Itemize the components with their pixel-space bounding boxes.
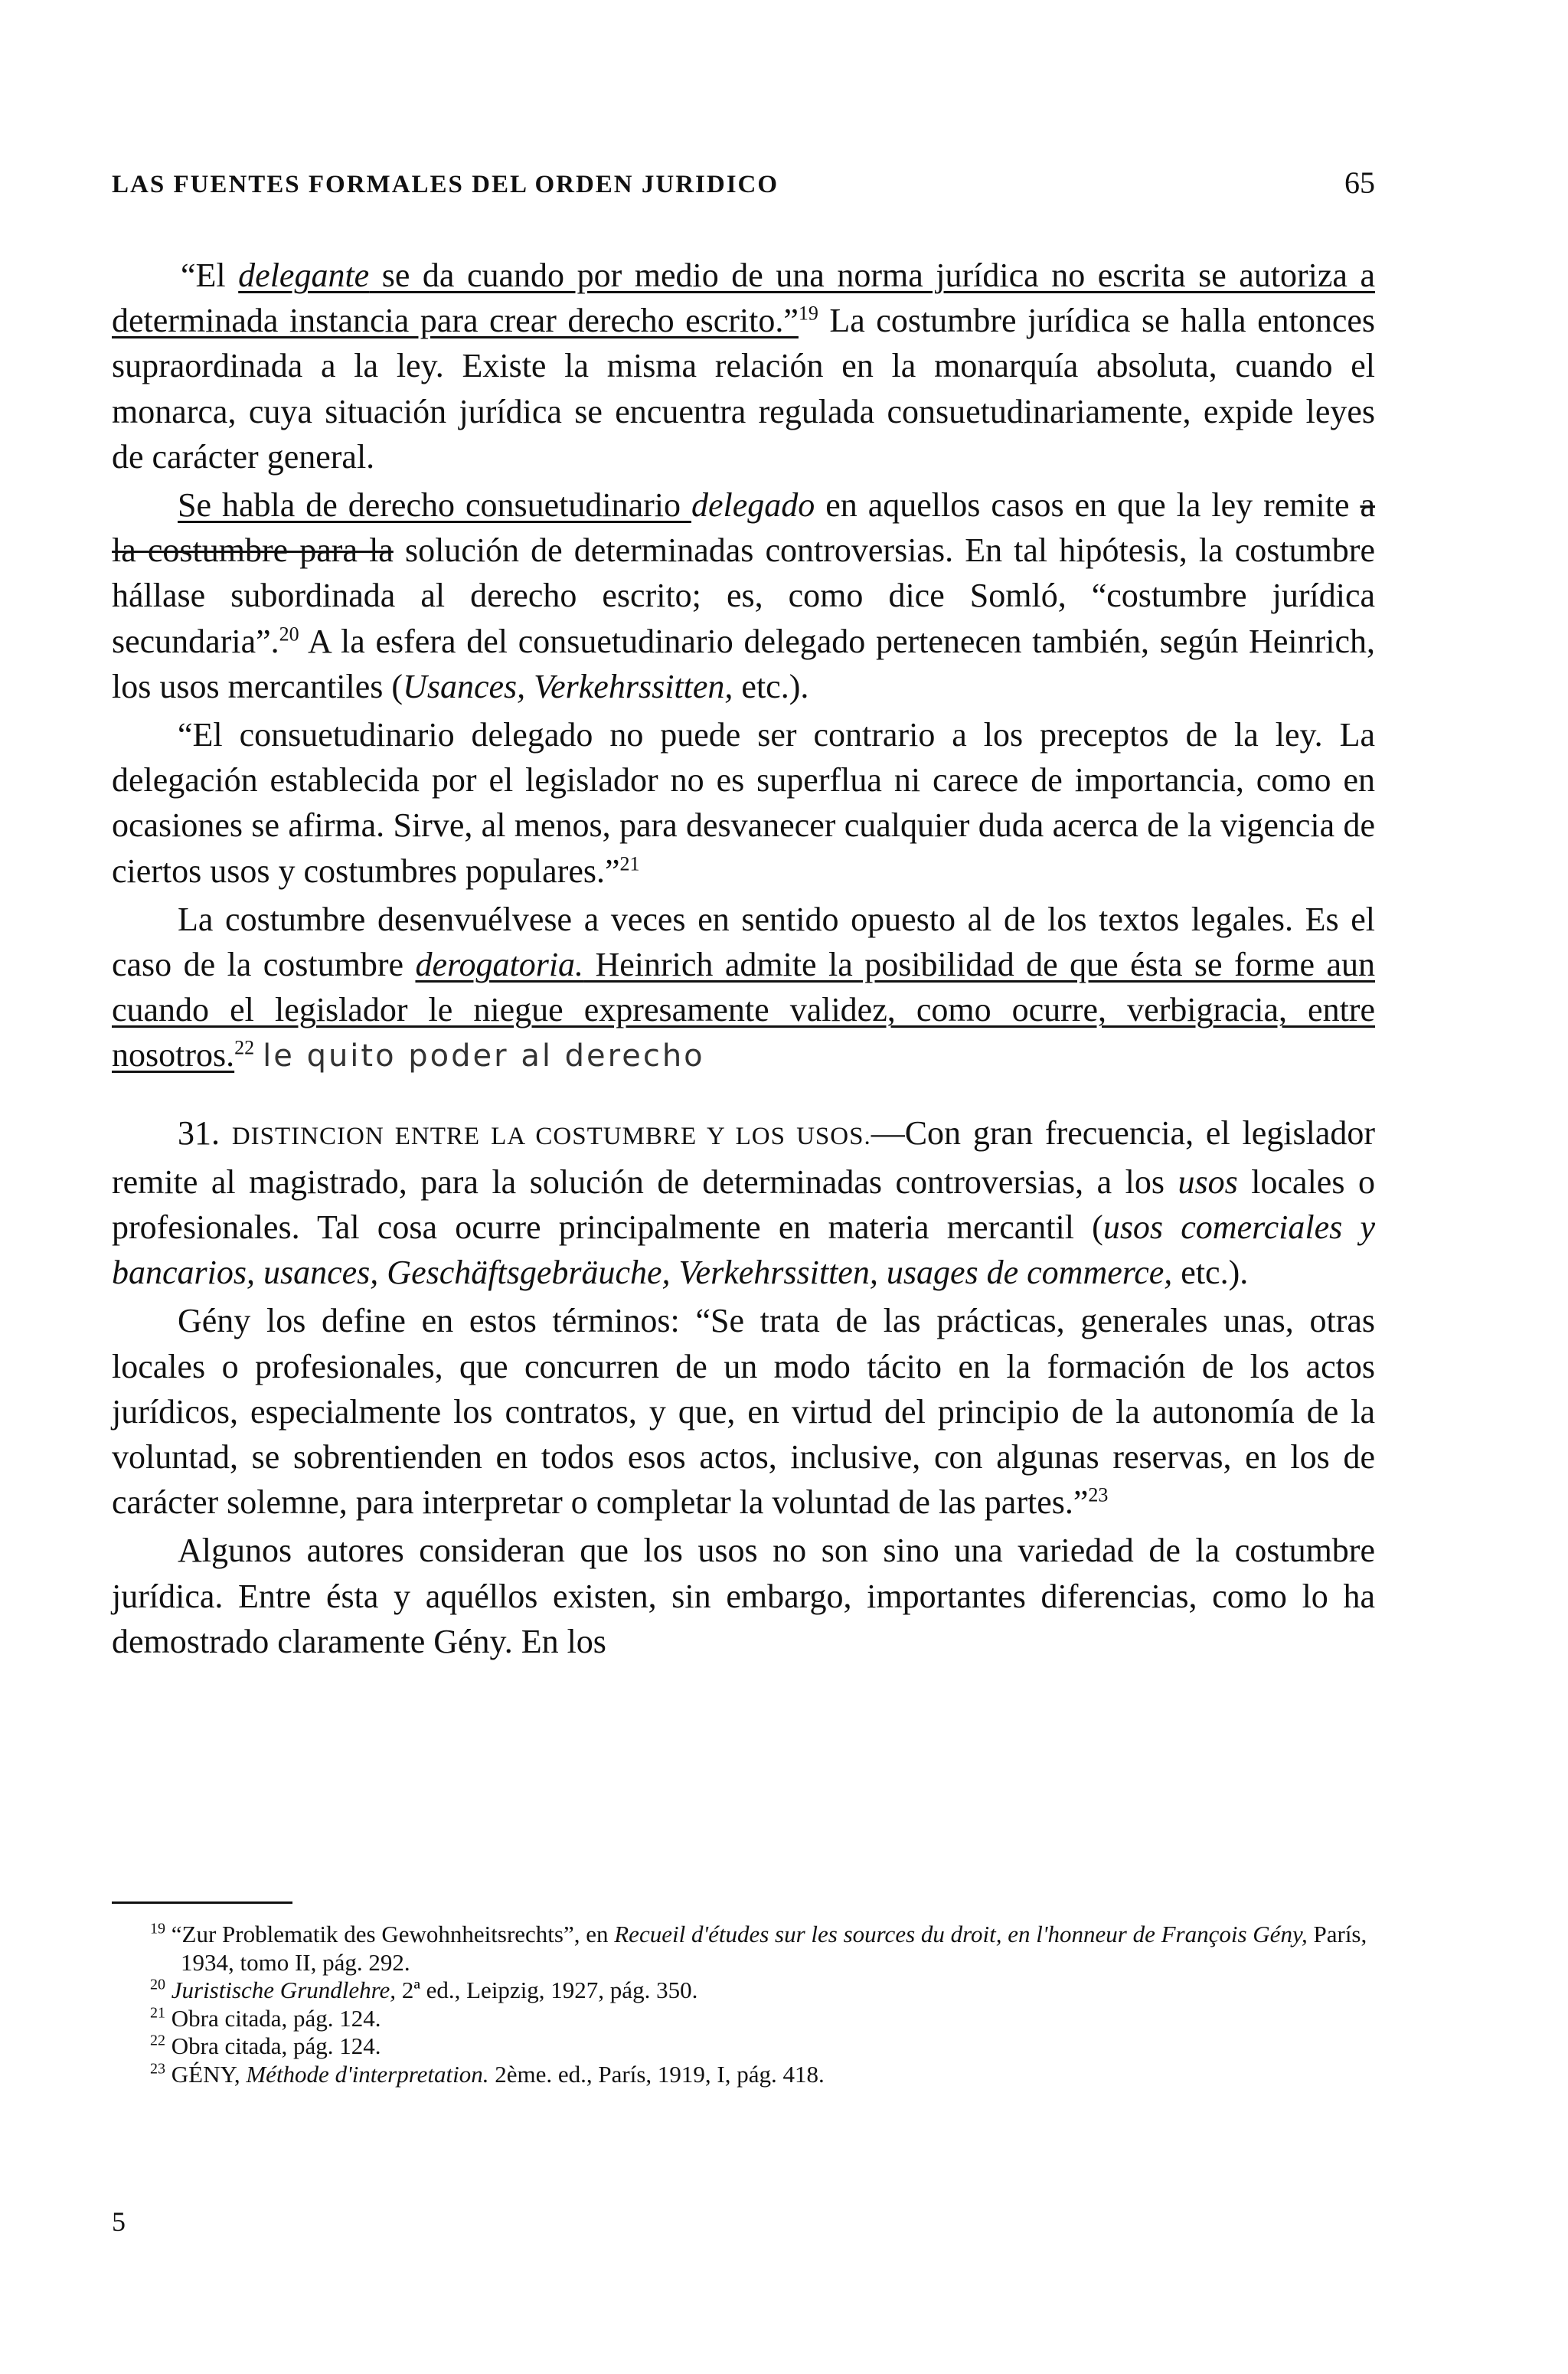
italic-term: Usances, Verkehrssitten,	[403, 667, 733, 705]
footnote-ref: 23	[1088, 1483, 1109, 1506]
italic-title: Recueil d'études sur les sources du droit, en l'honneur de François Gény,	[614, 1921, 1308, 1947]
text-run: GÉNY,	[171, 2060, 247, 2088]
footnote-ref: 19	[798, 302, 818, 325]
footnote-ref: 21	[619, 852, 640, 875]
text-run: 2ª ed., Leipzig, 1927, pág. 350.	[396, 1977, 698, 2003]
paragraph-3	[112, 712, 1375, 894]
section-number: 31.	[178, 1113, 220, 1152]
section-31-paragraph	[112, 1110, 1375, 1296]
footnote-ref: 20	[279, 622, 299, 645]
text-run: Algunos autores consideran que los usos no son sino una variedad de la costumbre jurídica. Entre ésta y aquéllos existen, sin embargo, importantes diferencias, como lo ha demostrado claramente Gény. En los	[112, 1532, 1375, 1660]
running-head: LAS FUENTES FORMALES DEL ORDEN JURIDICO	[112, 171, 779, 198]
footnote-21	[112, 2005, 1375, 2033]
italic-title: Méthode d'interpretation.	[246, 2060, 489, 2088]
paragraph-geny	[112, 1298, 1375, 1525]
text-run: “El consuetudinario delegado no puede ser contrario a los preceptos de la ley. La delegación establecida por el legislador no es superflua ni carece de importancia, como en ocasiones se afirma. Sirve, al menos, para desvanecer cualquier duda acerca de la vigencia de ciertos usos y costumbres populares.”	[112, 716, 1375, 890]
italic-term: usos	[1178, 1162, 1238, 1201]
text-run: “Zur Problematik des Gewohnheitsrechts”, en	[171, 1921, 615, 1947]
underlined-quote: se da cuando por medio de una norma jurídica no escrita se autoriza a determinada instancia para crear derecho escrito.”	[112, 257, 1376, 340]
footnote-number: 20	[150, 1976, 165, 1993]
footnote-ref: 22	[234, 1036, 255, 1059]
paragraph-1	[112, 253, 1375, 479]
footnote-number: 19	[150, 1920, 165, 1937]
italic-term: delegado	[691, 486, 815, 525]
text-run: A la esfera del consuetudinario delegado pertenecen también, según Heinrich, los usos mercantiles (	[112, 622, 1375, 705]
italic-title: Juristische Grundlehre,	[171, 1977, 397, 2003]
italic-list: usos comerciales y bancarios, usances, Geschäftsgebräuche, Verkehrssitten, usages de commerce,	[112, 1208, 1375, 1292]
footnotes	[112, 1921, 1375, 2088]
text-run: Obra citada, pág. 124.	[171, 2004, 381, 2032]
page-header	[112, 165, 1375, 211]
text-run: en aquellos casos en que la ley remite	[815, 486, 1361, 525]
text-run: La costumbre jurídica se halla entonces supraordinada a la ley. Existe la misma relación en la monarquía absoluta, cuando el monarca, cuya situación jurídica se encuentra regulada consuetudinariamente, expide leyes de carácter general.	[112, 302, 1376, 476]
footnote-19	[112, 1921, 1375, 1977]
text-run: etc.).	[1172, 1254, 1249, 1292]
text-run: 2ème. ed., París, 1919, I, pág. 418.	[488, 2060, 825, 2088]
text-run: Gény los define en estos términos: “Se trata de las prácticas, generales unas, otras locales o profesionales, que concurren de un modo tácito en la formación de los actos jurídicos, especialmente los contratos, y que, en virtud del principio de la autonomía de la voluntad, se sobrentienden en todos esos actos, inclusive, con algunas reservas, en los de carácter solemne, para interpretar o completar la voluntad de las partes.”	[112, 1302, 1375, 1522]
text-run: Obra citada, pág. 124.	[171, 2032, 381, 2059]
footnote-23	[112, 2061, 1375, 2089]
footnote-number: 22	[150, 2032, 165, 2049]
footnote-20	[112, 1977, 1375, 2005]
text-run: —Con gran frecuencia, el legislador remite al magistrado, para la solución de determinadas controversias, a los	[112, 1113, 1376, 1201]
paragraph-4	[112, 897, 1375, 1080]
struck-text: a la costumbre para la	[112, 486, 1375, 570]
paragraph-last	[112, 1528, 1375, 1664]
text-run: La costumbre desenvuélvese a veces en sentido opuesto al de los textos legales. Es el caso de la costumbre	[112, 900, 1375, 984]
text-run: París, 1934, tomo II, pág. 292.	[181, 1921, 1367, 1976]
handwritten-annotation: le quito poder al derecho	[263, 1038, 705, 1074]
footnote-22	[112, 2032, 1375, 2061]
section-title: DISTINCION ENTRE LA COSTUMBRE Y LOS USOS.	[231, 1122, 871, 1150]
italic-term: derogatoria.	[415, 946, 584, 984]
signature-mark: 5	[112, 2206, 126, 2237]
footnote-rule	[112, 1901, 292, 1904]
text-run: locales o profesionales. Tal cosa ocurre principalmente en materia mercantil (	[112, 1162, 1375, 1247]
page-number: 65	[1344, 165, 1375, 200]
underlined-text: Heinrich admite la posibilidad de que ésta se forme aun cuando el legislador le niegue expresamente validez, como ocurre, verbigracia, entre nosotros.	[112, 946, 1376, 1074]
text-run: solución de determinadas controversias. En tal hipótesis, la costumbre hállase subordinada al derecho escrito; es, como dice Somló, “costumbre jurídica secundaria”.	[112, 531, 1375, 660]
footnote-number: 23	[150, 2060, 165, 2078]
body-text	[112, 253, 1375, 1667]
footnote-number: 21	[150, 2004, 165, 2022]
underlined-text: Se habla de derecho consuetudinario	[178, 486, 691, 525]
italic-term: delegante	[238, 257, 370, 294]
text-run: “El	[181, 257, 239, 294]
text-run: etc.).	[733, 667, 809, 705]
paragraph-2	[112, 482, 1375, 709]
